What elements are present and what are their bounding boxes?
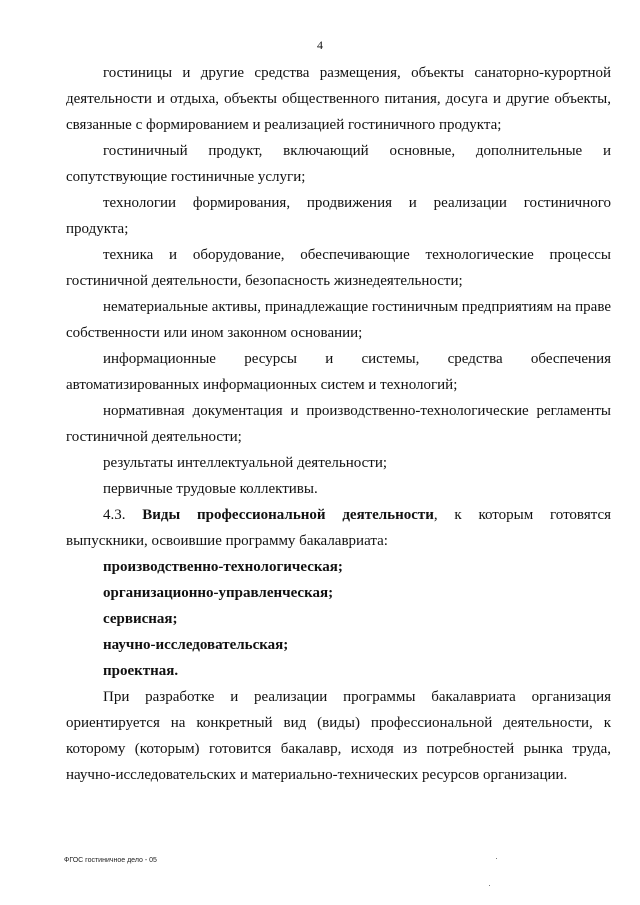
list-item: гостиницы и другие средства размещения, объекты санаторно-курортной деятельности и отдыха, объекты общественного питания, досуга и другие объекты, связанные с формированием и реализацией гостиничного продукта; xyxy=(66,65,611,133)
list-item: технологии формирования, продвижения и реализации гостиничного продукта; xyxy=(66,195,611,237)
section-4-3-paragraph xyxy=(66,502,611,554)
list-item: первичные трудовые коллективы. xyxy=(103,481,318,497)
activity-type-item: сервисная; xyxy=(103,611,178,627)
list-item: информационные ресурсы и системы, средства обеспечения автоматизированных информационных систем и технологий; xyxy=(66,351,611,393)
closing-paragraph: При разработке и реализации программы бакалавриата организация ориентируется на конкретный вид (виды) профессиональной деятельности, к которому (которым) готовится бакалавр, исходя из потребностей рынка труда, научно-исследовательских и материально-технических ресурсов организации. xyxy=(66,689,611,783)
list-item: нематериальные активы, принадлежащие гостиничным предприятиям на праве собственности или ином законном основании; xyxy=(66,299,611,341)
list-item: результаты интеллектуальной деятельности; xyxy=(103,455,388,471)
section-bold-phrase: Виды профессиональной деятельности xyxy=(142,507,434,523)
activity-type-item: научно-исследовательская; xyxy=(103,637,289,653)
document-footer: ФГОС гостиничное дело - 05 xyxy=(64,857,157,864)
section-number: 4.3. xyxy=(103,507,126,523)
page-number: 4 xyxy=(317,38,323,52)
list-item: техника и оборудование, обеспечивающие технологические процессы гостиничной деятельности, безопасность жизнедеятельности; xyxy=(66,247,611,289)
section-rest-text: , к которым готовятся выпускники, освоившие программу бакалавриата: xyxy=(66,507,612,549)
list-item: гостиничный продукт, включающий основные, дополнительные и сопутствующие гостиничные услуги; xyxy=(66,143,611,185)
activity-type-item: организационно-управленческая; xyxy=(103,585,334,601)
document-body xyxy=(66,60,611,788)
activity-type-item: проектная. xyxy=(103,663,179,679)
scan-speck xyxy=(496,858,497,859)
list-item: нормативная документация и производственно-технологические регламенты гостиничной деятельности; xyxy=(66,403,611,445)
scan-speck xyxy=(489,885,490,886)
activity-type-item: производственно-технологическая; xyxy=(103,559,343,575)
